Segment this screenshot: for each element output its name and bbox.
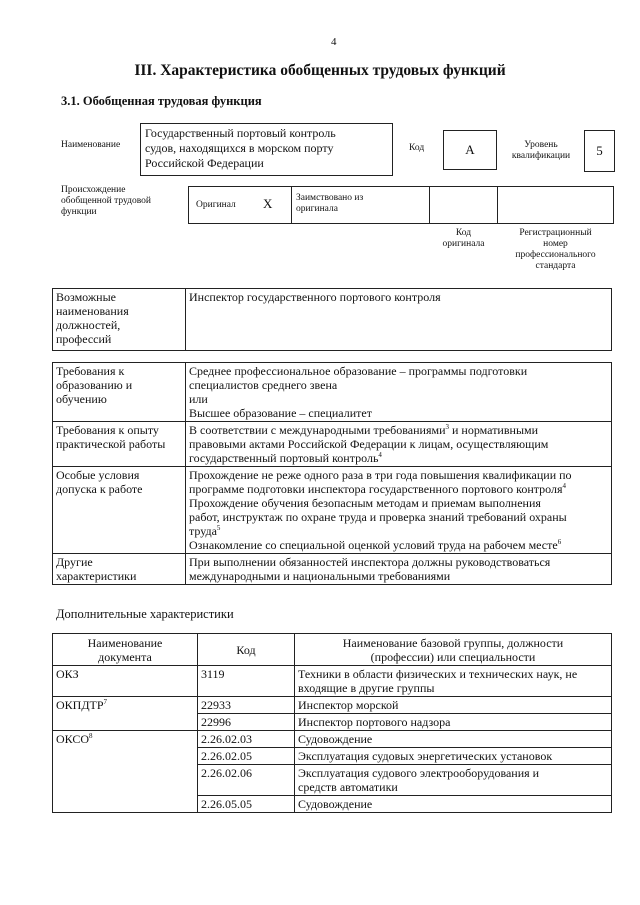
- requirement-value: Среднее профессиональное образование – программы подготовки специалистов среднего звена или Высшее образование – специалитет: [186, 363, 612, 422]
- requirement-label: Другие характеристики: [53, 554, 186, 585]
- name-cell: Инспектор портового надзора: [295, 714, 612, 731]
- requirement-value: В соответствии с международными требованиями$^3$ и нормативными правовыми актами Российской Федерации к лицам, осуществляющим государственный портовый контроль$^4$: [186, 422, 612, 467]
- code-value-box: А: [443, 130, 497, 170]
- footnote-ref: 4: [378, 451, 382, 459]
- requirement-value: Прохождение не реже одного раза в три года повышения квалификации по программе подготовки инспектора государственного портового контроля$^4$ Прохождение обучения безопасным методам и приемам выполнения работ, инструктаж по охране труда и проверка знаний требований охраны труда$^5$ Ознакомление со специальной оценкой условий труда на рабочем месте$^6$: [186, 467, 612, 554]
- original-cell: [188, 186, 292, 224]
- additional-title: Дополнительные характеристики: [56, 607, 234, 621]
- name-cell: Эксплуатация судового электрооборудования и средств автоматики: [295, 765, 612, 796]
- code-cell: 22996: [198, 714, 295, 731]
- name-value-line: Государственный портовый контроль: [145, 126, 336, 140]
- requirements-table: [52, 362, 612, 585]
- positions-value: Инспектор государственного портового контроля: [186, 289, 612, 351]
- name-cell: Судовождение: [295, 796, 612, 813]
- requirement-label: Требования к образованию и обучению: [53, 363, 186, 422]
- table-row: [53, 731, 612, 748]
- footnote-ref: 8: [89, 732, 93, 740]
- name-value-box: [140, 123, 393, 176]
- footnote-ref: 3: [445, 423, 449, 431]
- name-value-line: Российской Федерации: [145, 156, 264, 170]
- level-label: Уровень квалификации: [511, 140, 571, 161]
- name-cell: Эксплуатация судовых энергетических установок: [295, 748, 612, 765]
- name-cell: Инспектор морской: [295, 697, 612, 714]
- footnote-ref: 6: [557, 538, 562, 546]
- borrowed-cell: Заимствовано из оригинала: [291, 186, 430, 224]
- code-cell: 2.26.02.06: [198, 765, 295, 796]
- header-code: Код: [198, 634, 295, 666]
- requirement-row-other: [53, 554, 612, 585]
- footnote-ref: 4: [562, 482, 566, 490]
- additional-table: [52, 633, 612, 813]
- reg-number-caption: Регистрационный номер профессионального стандарта: [515, 228, 596, 271]
- section-title: III. Характеристика обобщенных трудовых функций: [134, 62, 506, 79]
- original-label: Оригинал: [196, 200, 236, 210]
- doc-cell: ОКЗ: [53, 666, 198, 697]
- original-mark: Х: [263, 196, 273, 211]
- requirement-value: При выполнении обязанностей инспектора должны руководствоваться международными и национальными требованиями: [186, 554, 612, 585]
- header-doc: Наименование документа: [53, 634, 198, 666]
- code-cell: 2.26.05.05: [198, 796, 295, 813]
- requirement-label: Особые условия допуска к работе: [53, 467, 186, 554]
- doc-cell: ОКСО$^8$: [53, 731, 198, 813]
- subsection-title: 3.1. Обобщенная трудовая функция: [61, 94, 262, 108]
- reg-number-cell: [497, 186, 614, 224]
- code-original-cell: [429, 186, 498, 224]
- header-name: Наименование базовой группы, должности (профессии) или специальности: [295, 634, 612, 666]
- name-value-line: судов, находящихся в морском порту: [145, 141, 334, 155]
- code-cell: 22933: [198, 697, 295, 714]
- name-cell: Техники в области физических и технических наук, не входящие в другие группы: [295, 666, 612, 697]
- page-number: 4: [331, 36, 337, 48]
- requirement-row-education: [53, 363, 612, 422]
- doc-cell: ОКПДТР$^7$: [53, 697, 198, 731]
- table-row: [53, 666, 612, 697]
- code-label: Код: [409, 143, 425, 153]
- requirement-row-experience: [53, 422, 612, 467]
- level-value-box: 5: [584, 130, 615, 172]
- origin-label: Происхождение обобщенной трудовой функции: [61, 185, 151, 217]
- positions-table: [52, 288, 612, 351]
- table-row: [53, 697, 612, 714]
- code-original-caption: Код оригинала: [442, 228, 485, 249]
- additional-header-row: [53, 634, 612, 666]
- code-cell: 2.26.02.05: [198, 748, 295, 765]
- footnote-ref: 7: [103, 698, 108, 706]
- requirement-label: Требования к опыту практической работы: [53, 422, 186, 467]
- code-cell: 2.26.02.03: [198, 731, 295, 748]
- code-cell: 3119: [198, 666, 295, 697]
- name-cell: Судовождение: [295, 731, 612, 748]
- name-label: Наименование: [61, 140, 121, 150]
- requirement-row-special-conditions: [53, 467, 612, 554]
- positions-label: Возможные наименования должностей, профессий: [53, 289, 186, 351]
- footnote-ref: 5: [216, 524, 221, 532]
